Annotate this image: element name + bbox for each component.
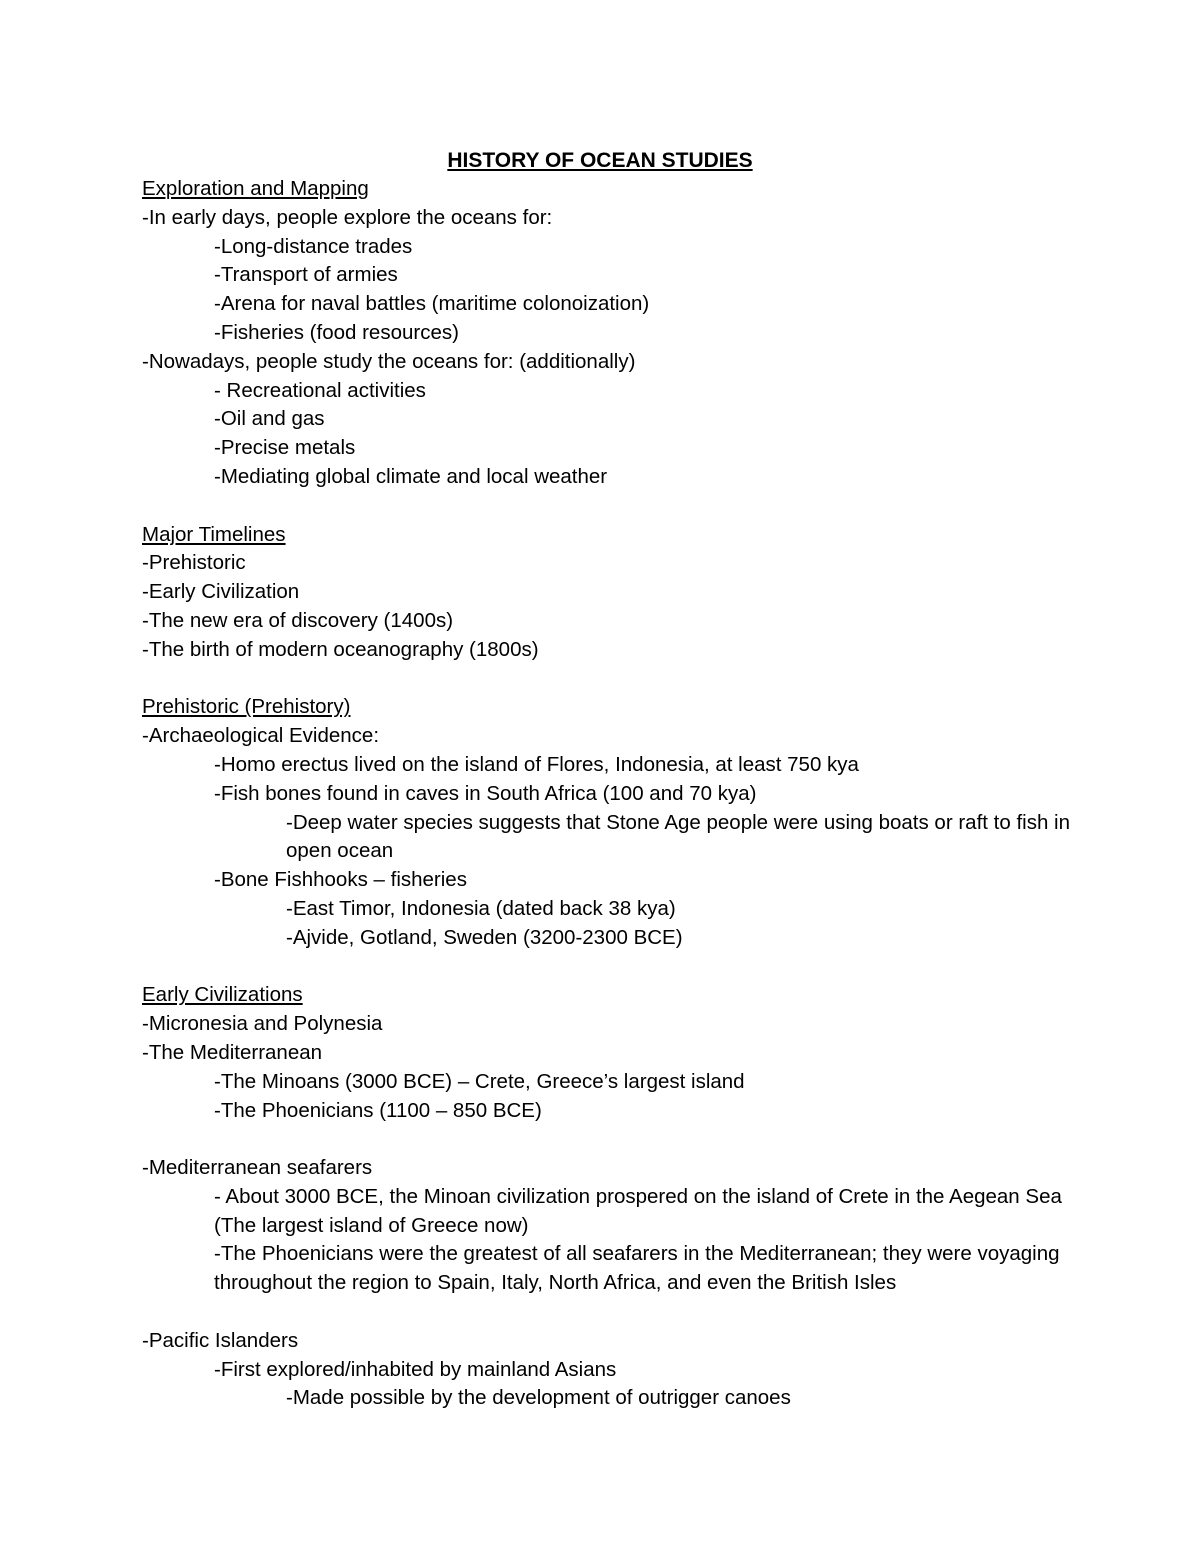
list-item: -Mediating global climate and local weather [214, 464, 608, 488]
section-mediterranean-seafarers [142, 1154, 1072, 1298]
list-item: -Long-distance trades [214, 234, 413, 258]
list-item: -Oil and gas [214, 407, 325, 431]
list-item: -The new era of discovery (1400s) [142, 608, 454, 632]
pacific-intro: -Pacific Islanders [142, 1328, 299, 1352]
page-title-text: HISTORY OF OCEAN STUDIES [447, 149, 753, 172]
list-item: -Transport of armies [214, 263, 398, 287]
section-heading-timelines: Major Timelines [142, 522, 286, 546]
list-item: -Arena for naval battles (maritime colonoization) [214, 292, 650, 316]
section-heading-exploration: Exploration and Mapping [142, 177, 369, 200]
section-heading-early-civilizations: Early Civilizations [142, 983, 303, 1007]
exploration-now-intro: -Nowadays, people study the oceans for: (additionally) [142, 349, 636, 373]
section-exploration [142, 175, 1072, 492]
list-item: -Bone Fishhooks – fisheries [214, 868, 467, 892]
seafarers-intro: -Mediterranean seafarers [142, 1156, 373, 1180]
document-body [142, 175, 1072, 1413]
list-item: -First explored/inhabited by mainland Asians [214, 1357, 617, 1381]
list-item: - Recreational activities [214, 378, 426, 402]
list-item: -Prehistoric [142, 551, 246, 575]
list-item: -The Mediterranean [142, 1040, 323, 1064]
list-item: -Homo erectus lived on the island of Flores, Indonesia, at least 750 kya [214, 752, 859, 776]
list-item: -Made possible by the development of outrigger canoes [286, 1386, 791, 1410]
list-item: -Deep water species suggests that Stone Age people were using boats or raft to fish in open ocean [286, 810, 1071, 863]
list-item: -The birth of modern oceanography (1800s) [142, 637, 539, 661]
section-prehistoric [142, 693, 1072, 952]
list-item: - About 3000 BCE, the Minoan civilization prospered on the island of Crete in the Aegean Sea (The largest island of Greece now) [214, 1184, 1062, 1237]
list-item: -Micronesia and Polynesia [142, 1012, 383, 1036]
list-item: -The Phoenicians (1100 – 850 BCE) [214, 1098, 542, 1122]
list-item: -Fisheries (food resources) [214, 320, 459, 344]
section-early-civilizations [142, 981, 1072, 1125]
list-item: -East Timor, Indonesia (dated back 38 kya) [286, 896, 676, 920]
page-title [0, 146, 1200, 175]
list-item: -Fish bones found in caves in South Africa (100 and 70 kya) [214, 781, 757, 805]
list-item: -Precise metals [214, 436, 356, 460]
list-item: -The Minoans (3000 BCE) – Crete, Greece’s largest island [214, 1069, 745, 1093]
section-pacific-islanders [142, 1327, 1072, 1413]
list-item: -Early Civilization [142, 580, 300, 604]
list-item: -The Phoenicians were the greatest of all seafarers in the Mediterranean; they were voyaging throughout the region to Spain, Italy, North Africa, and even the British Isles [214, 1242, 1060, 1295]
exploration-early-intro: -In early days, people explore the oceans for: [142, 205, 553, 229]
section-timelines [142, 521, 1072, 665]
prehistoric-evidence-intro: -Archaeological Evidence: [142, 724, 380, 748]
section-heading-prehistoric: Prehistoric (Prehistory) [142, 695, 351, 719]
list-item: -Ajvide, Gotland, Sweden (3200-2300 BCE) [286, 925, 683, 949]
